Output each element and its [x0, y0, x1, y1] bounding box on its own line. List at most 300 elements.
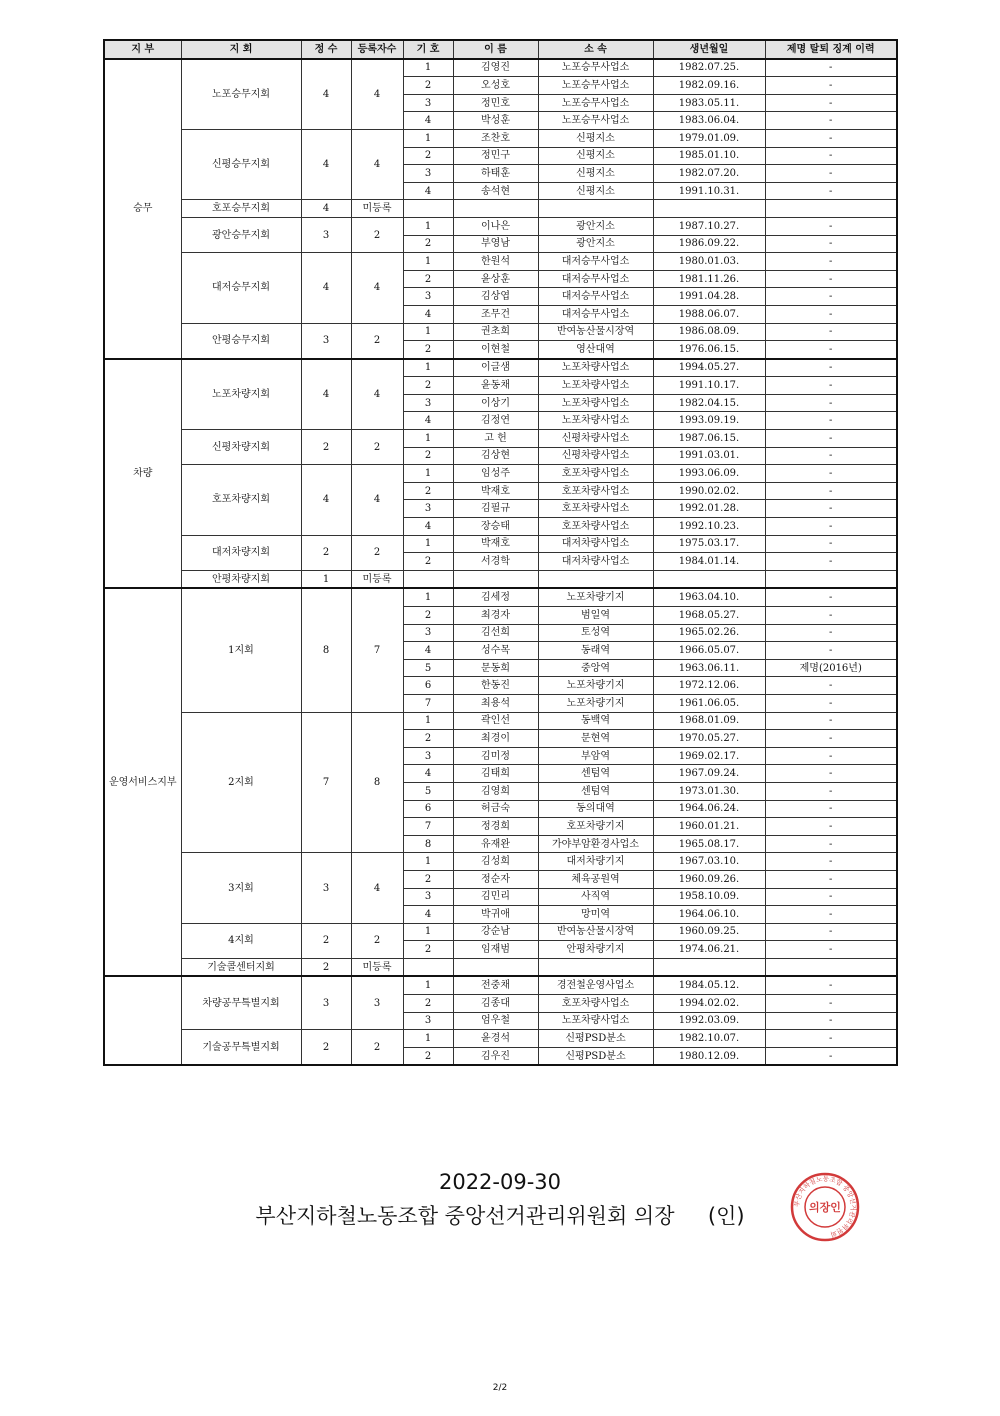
- number-cell: 5: [403, 659, 453, 677]
- table-row: [104, 588, 897, 606]
- history-cell: -: [765, 270, 897, 288]
- empty-birthdate-cell: [653, 570, 765, 588]
- member-name-cell: 이나은: [453, 217, 538, 235]
- affiliation-cell: 대저차량사업소: [538, 553, 653, 571]
- birthdate-cell: 1992.10.23.: [653, 518, 765, 536]
- table-row: [104, 465, 897, 483]
- birthdate-cell: 1968.01.09.: [653, 712, 765, 730]
- number-cell: 2: [403, 1047, 453, 1065]
- empty-member-name-cell: [453, 958, 538, 976]
- header-branch: 지 부: [104, 40, 181, 59]
- header-number: 기 호: [403, 40, 453, 59]
- quota-cell: 2: [301, 1030, 351, 1066]
- quota-cell: 2: [301, 923, 351, 958]
- member-name-cell: 조무건: [453, 305, 538, 323]
- table-row: [104, 535, 897, 553]
- history-cell: -: [765, 1047, 897, 1065]
- birthdate-cell: 1982.09.16.: [653, 77, 765, 95]
- history-cell: -: [765, 747, 897, 765]
- affiliation-cell: 광안지소: [538, 217, 653, 235]
- history-cell: -: [765, 607, 897, 625]
- birthdate-cell: 1993.09.19.: [653, 412, 765, 430]
- member-name-cell: 김상엽: [453, 288, 538, 306]
- header-chapter: 지 회: [181, 40, 301, 59]
- table-row: [104, 59, 897, 77]
- number-cell: 1: [403, 430, 453, 448]
- member-name-cell: 권초희: [453, 323, 538, 341]
- branch-cell: [104, 976, 181, 1065]
- affiliation-cell: 노포차량기지: [538, 694, 653, 712]
- member-name-cell: 김영희: [453, 782, 538, 800]
- number-cell: 3: [403, 165, 453, 183]
- chapter-cell: 대저승무지회: [181, 253, 301, 323]
- affiliation-cell: 센텀역: [538, 782, 653, 800]
- birthdate-cell: 1991.04.28.: [653, 288, 765, 306]
- history-cell: -: [765, 182, 897, 200]
- birthdate-cell: 1965.02.26.: [653, 624, 765, 642]
- history-cell: -: [765, 465, 897, 483]
- empty-history-cell: [765, 570, 897, 588]
- member-name-cell: 강순남: [453, 923, 538, 941]
- member-name-cell: 정경희: [453, 818, 538, 836]
- chapter-cell: 2지회: [181, 712, 301, 853]
- history-cell: -: [765, 853, 897, 871]
- member-name-cell: 정민호: [453, 94, 538, 112]
- history-cell: -: [765, 677, 897, 695]
- table-row: [104, 976, 897, 994]
- number-cell: 6: [403, 800, 453, 818]
- member-name-cell: 최경이: [453, 730, 538, 748]
- table-row: [104, 430, 897, 448]
- history-cell: -: [765, 800, 897, 818]
- affiliation-cell: 노포승무사업소: [538, 77, 653, 95]
- empty-affiliation-cell: [538, 200, 653, 218]
- history-cell: -: [765, 782, 897, 800]
- table-row: [104, 923, 897, 941]
- branch-cell: 차량: [104, 359, 181, 589]
- history-cell: -: [765, 323, 897, 341]
- affiliation-cell: 호포차량기지: [538, 818, 653, 836]
- history-cell: -: [765, 888, 897, 906]
- header-quota: 정 수: [301, 40, 351, 59]
- chapter-cell: 광안승무지회: [181, 217, 301, 252]
- member-name-cell: 조찬호: [453, 129, 538, 147]
- affiliation-cell: 범일역: [538, 607, 653, 625]
- member-name-cell: 한원석: [453, 253, 538, 271]
- number-cell: 1: [403, 853, 453, 871]
- signature-text: 부산지하철노동조합 중앙선거관리위원회 의장: [255, 1204, 675, 1228]
- number-cell: 2: [403, 77, 453, 95]
- table-row: [104, 200, 897, 218]
- table-row: [104, 1030, 897, 1048]
- birthdate-cell: 1983.05.11.: [653, 94, 765, 112]
- number-cell: 4: [403, 518, 453, 536]
- table-row: [104, 129, 897, 147]
- birthdate-cell: 1980.01.03.: [653, 253, 765, 271]
- chapter-cell: 1지회: [181, 588, 301, 712]
- member-name-cell: 윤상훈: [453, 270, 538, 288]
- history-cell: -: [765, 642, 897, 660]
- history-cell: -: [765, 165, 897, 183]
- registered-cell: 4: [351, 59, 403, 130]
- number-cell: 3: [403, 288, 453, 306]
- member-name-cell: 김상현: [453, 447, 538, 465]
- empty-member-name-cell: [453, 570, 538, 588]
- number-cell: 1: [403, 588, 453, 606]
- affiliation-cell: 호포차량사업소: [538, 518, 653, 536]
- birthdate-cell: 1992.01.28.: [653, 500, 765, 518]
- history-cell: -: [765, 1030, 897, 1048]
- history-cell: -: [765, 235, 897, 253]
- member-name-cell: 최경자: [453, 607, 538, 625]
- affiliation-cell: 동래역: [538, 642, 653, 660]
- history-cell: -: [765, 430, 897, 448]
- member-name-cell: 김영진: [453, 59, 538, 77]
- birthdate-cell: 1993.06.09.: [653, 465, 765, 483]
- history-cell: -: [765, 77, 897, 95]
- quota-cell: 4: [301, 59, 351, 130]
- member-name-cell: 박재호: [453, 535, 538, 553]
- history-cell: -: [765, 941, 897, 959]
- history-cell: -: [765, 518, 897, 536]
- number-cell: 2: [403, 870, 453, 888]
- member-name-cell: 오성호: [453, 77, 538, 95]
- member-name-cell: 이상기: [453, 394, 538, 412]
- number-cell: 2: [403, 377, 453, 395]
- member-name-cell: 고 헌: [453, 430, 538, 448]
- official-seal-icon: [790, 1172, 860, 1242]
- registered-cell: 2: [351, 217, 403, 252]
- member-name-cell: 김세정: [453, 588, 538, 606]
- affiliation-cell: 노포차량사업소: [538, 359, 653, 377]
- table-row: [104, 253, 897, 271]
- affiliation-cell: 가야부암환경사업소: [538, 835, 653, 853]
- affiliation-cell: 노포승무사업소: [538, 112, 653, 130]
- birthdate-cell: 1973.01.30.: [653, 782, 765, 800]
- history-cell: -: [765, 112, 897, 130]
- member-name-cell: 한동진: [453, 677, 538, 695]
- registered-cell: 2: [351, 923, 403, 958]
- affiliation-cell: 대저차량기지: [538, 853, 653, 871]
- birthdate-cell: 1979.01.09.: [653, 129, 765, 147]
- member-name-cell: 김선희: [453, 624, 538, 642]
- birthdate-cell: 1964.06.24.: [653, 800, 765, 818]
- chapter-cell: 3지회: [181, 853, 301, 923]
- quota-cell: 3: [301, 976, 351, 1029]
- number-cell: 3: [403, 94, 453, 112]
- member-name-cell: 전중채: [453, 976, 538, 994]
- birthdate-cell: 1982.04.15.: [653, 394, 765, 412]
- member-name-cell: 곽인선: [453, 712, 538, 730]
- registered-cell: 미등록: [351, 200, 403, 218]
- number-cell: 2: [403, 730, 453, 748]
- history-cell: -: [765, 447, 897, 465]
- quota-cell: 4: [301, 465, 351, 535]
- number-cell: 1: [403, 535, 453, 553]
- registered-cell: 4: [351, 853, 403, 923]
- birthdate-cell: 1984.01.14.: [653, 553, 765, 571]
- member-name-cell: 김우진: [453, 1047, 538, 1065]
- birthdate-cell: 1994.05.27.: [653, 359, 765, 377]
- empty-number-cell: [403, 570, 453, 588]
- affiliation-cell: 노포승무사업소: [538, 94, 653, 112]
- number-cell: 2: [403, 941, 453, 959]
- birthdate-cell: 1967.09.24.: [653, 765, 765, 783]
- chapter-cell: 기술콜센터지회: [181, 958, 301, 976]
- header-history: 제명 탈퇴 징계 이력: [765, 40, 897, 59]
- chapter-cell: 노포승무지회: [181, 59, 301, 130]
- member-name-cell: 임성주: [453, 465, 538, 483]
- birthdate-cell: 1994.02.02.: [653, 995, 765, 1013]
- affiliation-cell: 노포차량기지: [538, 677, 653, 695]
- registered-cell: 2: [351, 1030, 403, 1066]
- affiliation-cell: 노포승무사업소: [538, 59, 653, 77]
- history-cell: -: [765, 59, 897, 77]
- number-cell: 4: [403, 906, 453, 924]
- affiliation-cell: 동의대역: [538, 800, 653, 818]
- history-cell: -: [765, 359, 897, 377]
- history-cell: -: [765, 553, 897, 571]
- table-row: [104, 323, 897, 341]
- affiliation-cell: 반여농산물시장역: [538, 923, 653, 941]
- number-cell: 1: [403, 323, 453, 341]
- quota-cell: 4: [301, 359, 351, 430]
- birthdate-cell: 1992.03.09.: [653, 1012, 765, 1030]
- registered-cell: 4: [351, 465, 403, 535]
- registered-cell: 7: [351, 588, 403, 712]
- birthdate-cell: 1976.06.15.: [653, 341, 765, 359]
- seal-ring-text: 부산지하철노동조합 중앙선거관리위원회: [792, 1174, 858, 1239]
- number-cell: 2: [403, 447, 453, 465]
- history-cell: -: [765, 482, 897, 500]
- number-cell: 1: [403, 359, 453, 377]
- history-cell: -: [765, 129, 897, 147]
- member-name-cell: 최용석: [453, 694, 538, 712]
- affiliation-cell: 호포차량사업소: [538, 482, 653, 500]
- number-cell: 1: [403, 976, 453, 994]
- number-cell: 4: [403, 765, 453, 783]
- birthdate-cell: 1991.03.01.: [653, 447, 765, 465]
- affiliation-cell: 노포차량사업소: [538, 394, 653, 412]
- number-cell: 1: [403, 217, 453, 235]
- history-cell: -: [765, 976, 897, 994]
- chapter-cell: 차량공무특별지회: [181, 976, 301, 1029]
- history-cell: -: [765, 995, 897, 1013]
- number-cell: 4: [403, 642, 453, 660]
- birthdate-cell: 1982.07.25.: [653, 59, 765, 77]
- registered-cell: 미등록: [351, 958, 403, 976]
- history-cell: -: [765, 835, 897, 853]
- number-cell: 2: [403, 995, 453, 1013]
- number-cell: 3: [403, 624, 453, 642]
- affiliation-cell: 안평차량기지: [538, 941, 653, 959]
- number-cell: 2: [403, 235, 453, 253]
- member-name-cell: 김민리: [453, 888, 538, 906]
- history-cell: -: [765, 500, 897, 518]
- birthdate-cell: 1967.03.10.: [653, 853, 765, 871]
- birthdate-cell: 1990.02.02.: [653, 482, 765, 500]
- empty-history-cell: [765, 958, 897, 976]
- member-name-cell: 유재완: [453, 835, 538, 853]
- page-number: 2/2: [492, 1383, 508, 1393]
- quota-cell: 2: [301, 430, 351, 465]
- history-cell: -: [765, 730, 897, 748]
- affiliation-cell: 노포차량사업소: [538, 377, 653, 395]
- birthdate-cell: 1970.05.27.: [653, 730, 765, 748]
- chapter-cell: 신평승무지회: [181, 129, 301, 199]
- birthdate-cell: 1991.10.31.: [653, 182, 765, 200]
- affiliation-cell: 영산대역: [538, 341, 653, 359]
- registered-cell: 8: [351, 712, 403, 853]
- birthdate-cell: 1986.08.09.: [653, 323, 765, 341]
- birthdate-cell: 1981.11.26.: [653, 270, 765, 288]
- number-cell: 3: [403, 1012, 453, 1030]
- number-cell: 1: [403, 465, 453, 483]
- number-cell: 1: [403, 129, 453, 147]
- registered-cell: 2: [351, 323, 403, 359]
- member-name-cell: 윤동채: [453, 377, 538, 395]
- birthdate-cell: 1963.04.10.: [653, 588, 765, 606]
- registered-cell: 2: [351, 430, 403, 465]
- table-row: [104, 712, 897, 730]
- registered-cell: 4: [351, 129, 403, 199]
- number-cell: 1: [403, 712, 453, 730]
- member-name-cell: 하태훈: [453, 165, 538, 183]
- member-name-cell: 김태희: [453, 765, 538, 783]
- member-name-cell: 허금숙: [453, 800, 538, 818]
- number-cell: 6: [403, 677, 453, 695]
- affiliation-cell: 문현역: [538, 730, 653, 748]
- number-cell: 2: [403, 553, 453, 571]
- quota-cell: 2: [301, 535, 351, 570]
- branch-cell: 승무: [104, 59, 181, 359]
- number-cell: 8: [403, 835, 453, 853]
- number-cell: 1: [403, 1030, 453, 1048]
- number-cell: 4: [403, 412, 453, 430]
- history-cell: -: [765, 818, 897, 836]
- affiliation-cell: 호포차량사업소: [538, 465, 653, 483]
- birthdate-cell: 1988.06.07.: [653, 305, 765, 323]
- affiliation-cell: 호포차량사업소: [538, 500, 653, 518]
- birthdate-cell: 1982.10.07.: [653, 1030, 765, 1048]
- history-cell: -: [765, 377, 897, 395]
- quota-cell: 3: [301, 323, 351, 359]
- history-cell: -: [765, 1012, 897, 1030]
- birthdate-cell: 1986.09.22.: [653, 235, 765, 253]
- history-cell: -: [765, 217, 897, 235]
- number-cell: 5: [403, 782, 453, 800]
- number-cell: 2: [403, 607, 453, 625]
- birthdate-cell: 1991.10.17.: [653, 377, 765, 395]
- birthdate-cell: 1958.10.09.: [653, 888, 765, 906]
- birthdate-cell: 1960.09.26.: [653, 870, 765, 888]
- registered-cell: 2: [351, 535, 403, 570]
- birthdate-cell: 1969.02.17.: [653, 747, 765, 765]
- registered-cell: 4: [351, 359, 403, 430]
- history-cell: -: [765, 906, 897, 924]
- affiliation-cell: 부암역: [538, 747, 653, 765]
- affiliation-cell: 신평지소: [538, 147, 653, 165]
- table-row: [104, 359, 897, 377]
- history-cell: -: [765, 253, 897, 271]
- history-cell: -: [765, 94, 897, 112]
- table-row: [104, 217, 897, 235]
- history-cell: -: [765, 624, 897, 642]
- chapter-cell: 기술공무특별지회: [181, 1030, 301, 1066]
- member-name-cell: 이현철: [453, 341, 538, 359]
- chapter-cell: 호포승무지회: [181, 200, 301, 218]
- history-cell: -: [765, 712, 897, 730]
- quota-cell: 4: [301, 129, 351, 199]
- election-roster-table: [103, 39, 898, 1066]
- member-name-cell: 김필규: [453, 500, 538, 518]
- affiliation-cell: 대저승무사업소: [538, 253, 653, 271]
- birthdate-cell: 1983.06.04.: [653, 112, 765, 130]
- empty-birthdate-cell: [653, 958, 765, 976]
- empty-number-cell: [403, 200, 453, 218]
- header-birthdate: 생년월일: [653, 40, 765, 59]
- quota-cell: 8: [301, 588, 351, 712]
- member-name-cell: 문동희: [453, 659, 538, 677]
- header-registered: 등록자수: [351, 40, 403, 59]
- birthdate-cell: 1960.01.21.: [653, 818, 765, 836]
- quota-cell: 1: [301, 570, 351, 588]
- affiliation-cell: 신평차량사업소: [538, 430, 653, 448]
- table-row: [104, 853, 897, 871]
- affiliation-cell: 신평PSD분소: [538, 1047, 653, 1065]
- quota-cell: 4: [301, 253, 351, 323]
- history-cell: -: [765, 588, 897, 606]
- affiliation-cell: 호포차량사업소: [538, 995, 653, 1013]
- member-name-cell: 장승태: [453, 518, 538, 536]
- registered-cell: 미등록: [351, 570, 403, 588]
- number-cell: 2: [403, 341, 453, 359]
- affiliation-cell: 신평차량사업소: [538, 447, 653, 465]
- affiliation-cell: 센텀역: [538, 765, 653, 783]
- number-cell: 3: [403, 747, 453, 765]
- birthdate-cell: 1963.06.11.: [653, 659, 765, 677]
- member-name-cell: 김정연: [453, 412, 538, 430]
- birthdate-cell: 1960.09.25.: [653, 923, 765, 941]
- affiliation-cell: 신평PSD분소: [538, 1030, 653, 1048]
- birthdate-cell: 1966.05.07.: [653, 642, 765, 660]
- affiliation-cell: 토성역: [538, 624, 653, 642]
- quota-cell: 7: [301, 712, 351, 853]
- history-cell: -: [765, 394, 897, 412]
- header-name: 이 름: [453, 40, 538, 59]
- history-cell: -: [765, 765, 897, 783]
- birthdate-cell: 1961.06.05.: [653, 694, 765, 712]
- birthdate-cell: 1972.12.06.: [653, 677, 765, 695]
- empty-birthdate-cell: [653, 200, 765, 218]
- history-cell: -: [765, 305, 897, 323]
- history-cell: 제명(2016년): [765, 659, 897, 677]
- birthdate-cell: 1987.10.27.: [653, 217, 765, 235]
- number-cell: 2: [403, 270, 453, 288]
- number-cell: 2: [403, 482, 453, 500]
- table-row: [104, 958, 897, 976]
- member-name-cell: 박재호: [453, 482, 538, 500]
- document-date: 2022-09-30: [438, 1170, 562, 1194]
- history-cell: -: [765, 870, 897, 888]
- registered-cell: 4: [351, 253, 403, 323]
- member-name-cell: 이글샘: [453, 359, 538, 377]
- chapter-cell: 노포차량지회: [181, 359, 301, 430]
- birthdate-cell: 1964.06.10.: [653, 906, 765, 924]
- table-header-row: [104, 40, 897, 59]
- member-name-cell: 김성희: [453, 853, 538, 871]
- quota-cell: 2: [301, 958, 351, 976]
